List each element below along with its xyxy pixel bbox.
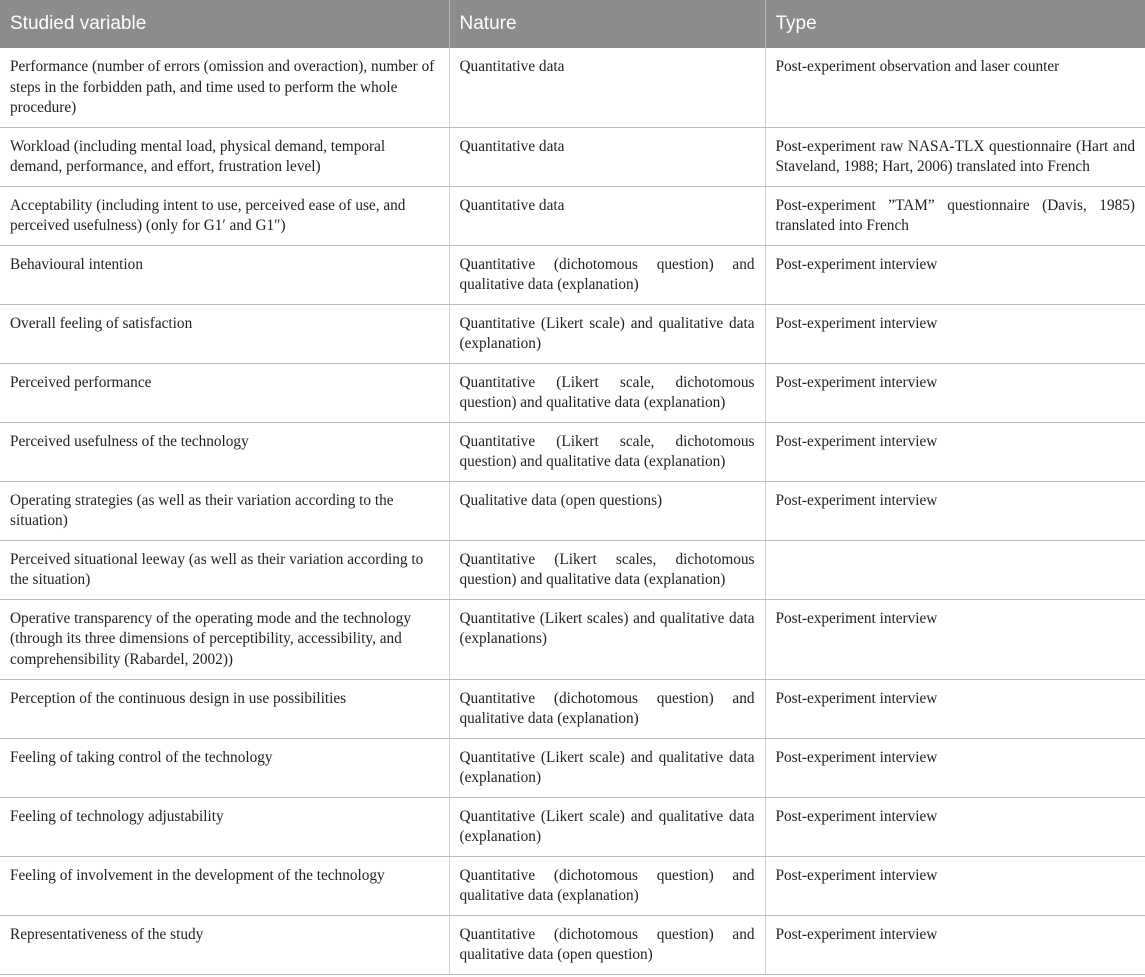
- table-row: [0, 48, 1145, 127]
- header-studied-variable: Studied variable: [0, 0, 449, 48]
- cell-nature: Quantitative (Likert scale) and qualitative data (explanation): [449, 304, 765, 363]
- cell-studied-variable: Perceived performance: [0, 363, 449, 422]
- cell-studied-variable: Perceived situational leeway (as well as their variation according to the situation): [0, 540, 449, 599]
- cell-studied-variable: Feeling of technology adjustability: [0, 797, 449, 856]
- cell-nature: Quantitative data: [449, 48, 765, 127]
- table-row: [0, 481, 1145, 540]
- cell-type: [765, 540, 1145, 599]
- cell-type: Post-experiment raw NASA-TLX questionnaire (Hart and Staveland, 1988; Hart, 2006) translated into French: [765, 127, 1145, 186]
- cell-studied-variable: Acceptability (including intent to use, perceived ease of use, and perceived usefulness) (only for G1′ and G1″): [0, 186, 449, 245]
- cell-type: Post-experiment interview: [765, 363, 1145, 422]
- table-header: [0, 0, 1145, 48]
- cell-studied-variable: Perception of the continuous design in use possibilities: [0, 679, 449, 738]
- cell-studied-variable: Operative transparency of the operating mode and the technology (through its three dimensions of perceptibility, accessibility, and comprehensibility (Rabardel, 2002)): [0, 599, 449, 679]
- table-row: [0, 540, 1145, 599]
- table-row: [0, 245, 1145, 304]
- cell-studied-variable: Feeling of involvement in the development of the technology: [0, 856, 449, 915]
- table-row: [0, 422, 1145, 481]
- cell-nature: Quantitative (Likert scales) and qualitative data (explanations): [449, 599, 765, 679]
- cell-type: Post-experiment interview: [765, 856, 1145, 915]
- cell-nature: Quantitative data: [449, 186, 765, 245]
- cell-nature: Quantitative (Likert scale) and qualitative data (explanation): [449, 738, 765, 797]
- cell-nature: Quantitative (dichotomous question) and qualitative data (explanation): [449, 245, 765, 304]
- cell-nature: Quantitative (dichotomous question) and qualitative data (explanation): [449, 679, 765, 738]
- cell-type: Post-experiment interview: [765, 304, 1145, 363]
- header-type: Type: [765, 0, 1145, 48]
- cell-type: Post-experiment interview: [765, 738, 1145, 797]
- cell-type: Post-experiment observation and laser counter: [765, 48, 1145, 127]
- cell-studied-variable: Operating strategies (as well as their variation according to the situation): [0, 481, 449, 540]
- cell-studied-variable: Behavioural intention: [0, 245, 449, 304]
- cell-studied-variable: Workload (including mental load, physical demand, temporal demand, performance, and effort, frustration level): [0, 127, 449, 186]
- table-row: [0, 186, 1145, 245]
- table-row: [0, 127, 1145, 186]
- cell-type: Post-experiment interview: [765, 599, 1145, 679]
- cell-type: Post-experiment interview: [765, 245, 1145, 304]
- table-row: [0, 679, 1145, 738]
- cell-nature: Quantitative (Likert scale, dichotomous question) and qualitative data (explanation): [449, 363, 765, 422]
- cell-type: Post-experiment interview: [765, 797, 1145, 856]
- cell-nature: Quantitative data: [449, 127, 765, 186]
- cell-type: Post-experiment interview: [765, 422, 1145, 481]
- cell-studied-variable: Representativeness of the study: [0, 915, 449, 974]
- table-row: [0, 599, 1145, 679]
- cell-type: Post-experiment interview: [765, 481, 1145, 540]
- cell-type: Post-experiment interview: [765, 679, 1145, 738]
- cell-type: Post-experiment ”TAM” questionnaire (Davis, 1985) translated into French: [765, 186, 1145, 245]
- cell-nature: Quantitative (Likert scale, dichotomous question) and qualitative data (explanation): [449, 422, 765, 481]
- cell-nature: Quantitative (Likert scales, dichotomous question) and qualitative data (explanation): [449, 540, 765, 599]
- table-row: [0, 304, 1145, 363]
- cell-nature: Qualitative data (open questions): [449, 481, 765, 540]
- cell-nature: Quantitative (dichotomous question) and qualitative data (explanation): [449, 856, 765, 915]
- cell-studied-variable: Performance (number of errors (omission and overaction), number of steps in the forbidden path, and time used to perform the whole procedure): [0, 48, 449, 127]
- cell-studied-variable: Overall feeling of satisfaction: [0, 304, 449, 363]
- cell-type: Post-experiment interview: [765, 915, 1145, 974]
- table-body: [0, 48, 1145, 974]
- table-row: [0, 738, 1145, 797]
- table-row: [0, 797, 1145, 856]
- header-nature: Nature: [449, 0, 765, 48]
- table-row: [0, 856, 1145, 915]
- table-row: [0, 915, 1145, 974]
- cell-nature: Quantitative (dichotomous question) and qualitative data (open question): [449, 915, 765, 974]
- table-row: [0, 363, 1145, 422]
- cell-studied-variable: Perceived usefulness of the technology: [0, 422, 449, 481]
- cell-nature: Quantitative (Likert scale) and qualitative data (explanation): [449, 797, 765, 856]
- cell-studied-variable: Feeling of taking control of the technology: [0, 738, 449, 797]
